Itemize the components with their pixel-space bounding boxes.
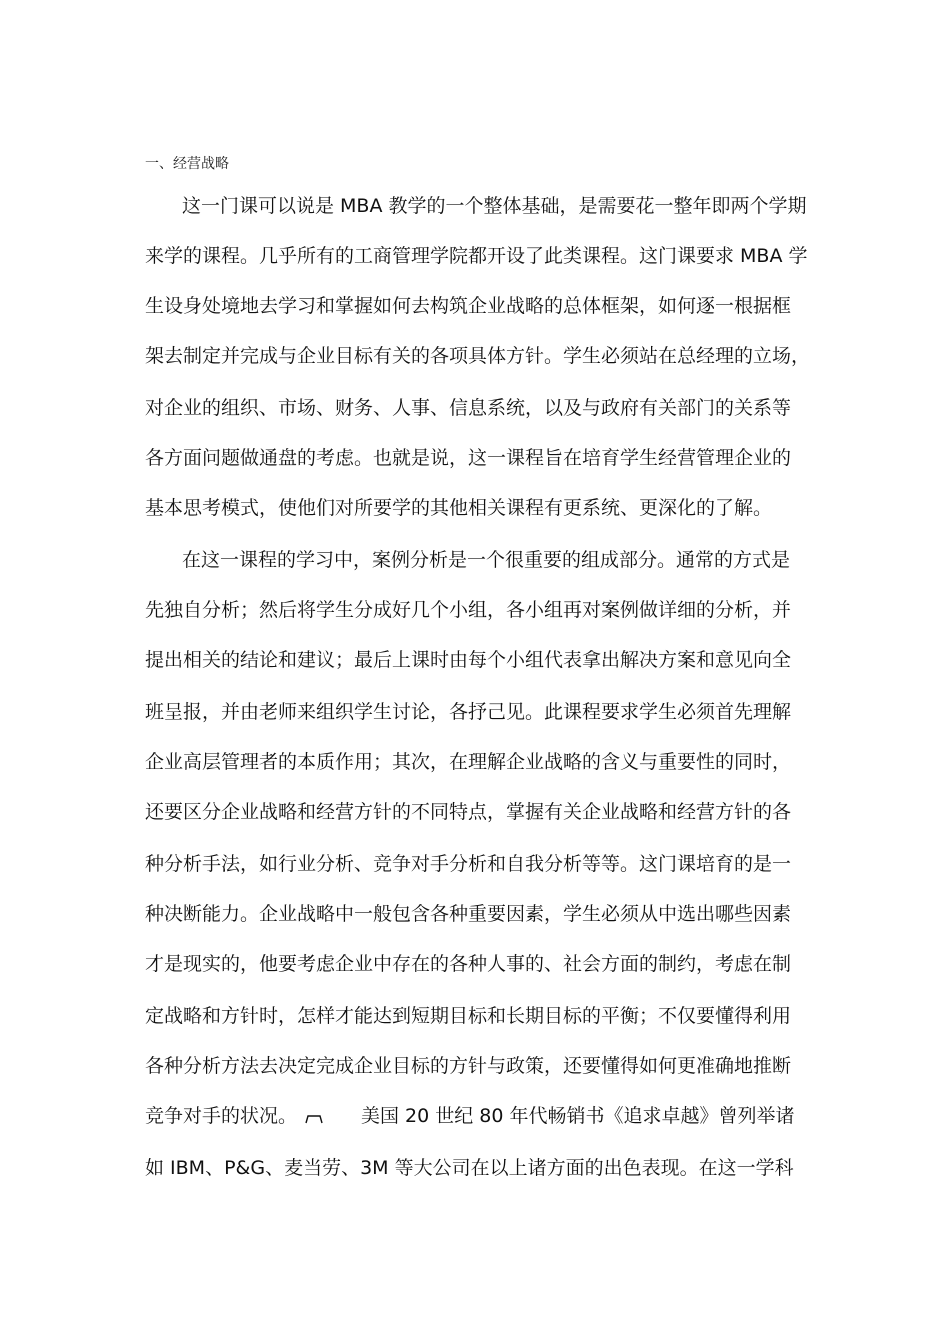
paragraph2-line-12	[145, 1102, 795, 1130]
paragraph2-line-7: 种分析手法，如行业分析、竞争对手分析和自我分析等等。这门课培育的是一	[145, 853, 792, 875]
paragraph2-line-13: 如 IBM、P&G、麦当劳、3M 等大公司在以上诸方面的出色表现。在这一学科	[145, 1157, 794, 1179]
paragraph1-line-7: 基本思考模式，使他们对所要学的其他相关课程有更系统、更深化的了解。	[145, 497, 773, 519]
paragraph2-line-12-end: 美国 20 世纪 80 年代畅销书《追求卓越》曾列举诸	[361, 1105, 795, 1127]
section-heading: 一、经营战略	[145, 156, 229, 172]
paragraph2-line-2: 先独自分析；然后将学生分成好几个小组，各小组再对案例做详细的分析，并	[145, 599, 792, 621]
paragraph1-line-3: 生设身处境地去学习和掌握如何去构筑企业战略的总体框架，如何逐一根据框	[145, 295, 792, 317]
paragraph1-line-4: 架去制定并完成与企业目标有关的各项具体方针。学生必须站在总经理的立场，	[145, 345, 811, 367]
paragraph2-line-1: 在这一课程的学习中，案例分析是一个很重要的组成部分。通常的方式是	[182, 549, 791, 571]
paragraph2-line-9: 才是现实的，他要考虑企业中存在的各种人事的、社会方面的制约，考虑在制	[145, 953, 792, 975]
paragraph2-line-4: 班呈报，并由老师来组织学生讨论，各抒己见。此课程要求学生必须首先理解	[145, 701, 792, 723]
paragraph1-line-2: 来学的课程。几乎所有的工商管理学院都开设了此类课程。这门课要求 MBA 学	[145, 245, 808, 267]
paragraph1-line-5: 对企业的组织、市场、财务、人事、信息系统，以及与政府有关部门的关系等	[145, 397, 792, 419]
paragraph1-line-6: 各方面问题做通盘的考虑。也就是说，这一课程旨在培育学生经营管理企业的	[145, 447, 792, 469]
paragraph2-line-11: 各种分析方法去决定完成企业目标的方针与政策，还要懂得如何更准确地推断	[145, 1055, 792, 1077]
paragraph2-line-6: 还要区分企业战略和经营方针的不同特点，掌握有关企业战略和经营方针的各	[145, 801, 792, 823]
bracket-mark-icon	[305, 1104, 323, 1114]
paragraph2-line-8: 种决断能力。企业战略中一般包含各种重要因素，学生必须从中选出哪些因素	[145, 903, 792, 925]
paragraph2-line-5: 企业高层管理者的本质作用；其次，在理解企业战略的含义与重要性的同时，	[145, 751, 792, 773]
paragraph2-line-10: 定战略和方针时，怎样才能达到短期目标和长期目标的平衡；不仅要懂得利用	[145, 1005, 792, 1027]
paragraph1-line-1: 这一门课可以说是 MBA 教学的一个整体基础，是需要花一整年即两个学期	[182, 195, 807, 217]
paragraph2-line-3: 提出相关的结论和建议；最后上课时由每个小组代表拿出解决方案和意见向全	[145, 649, 792, 671]
paragraph2-line-12-start: 竞争对手的状况。	[145, 1105, 298, 1127]
